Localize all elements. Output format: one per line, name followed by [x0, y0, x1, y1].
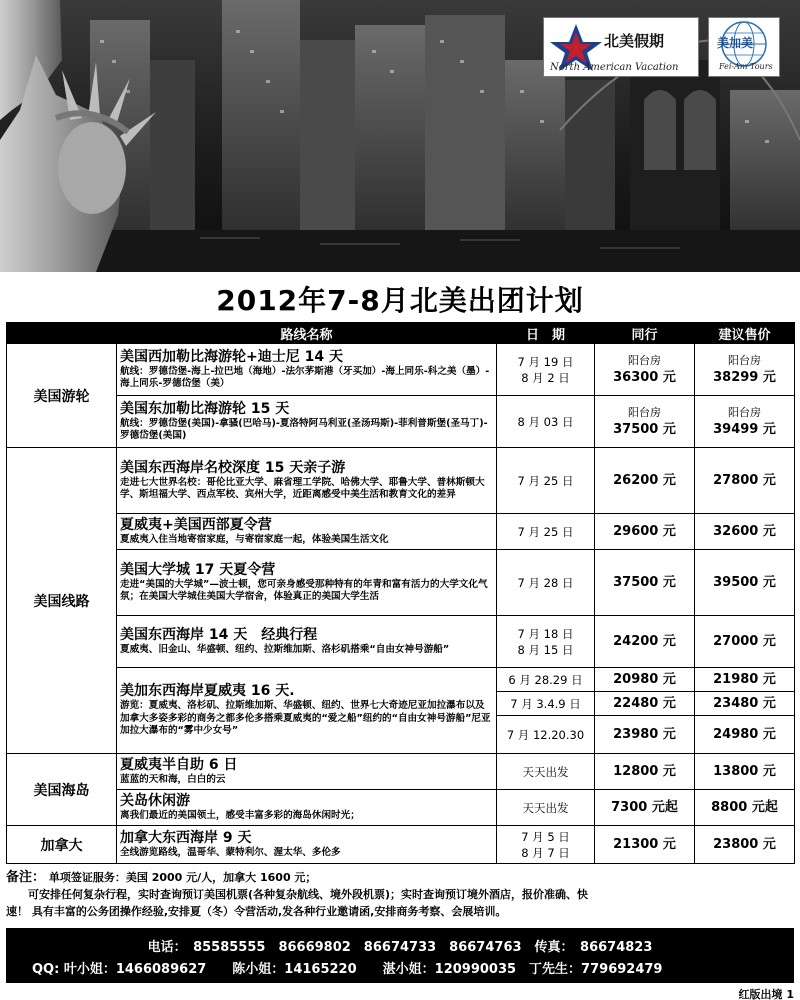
peer-price-cell	[595, 616, 695, 668]
peer-price: 21300 元	[613, 837, 676, 852]
tour-schedule-table	[6, 322, 795, 864]
room-type: 阳台房	[628, 406, 661, 419]
date-cell	[497, 826, 595, 864]
route-cell	[117, 514, 497, 550]
peer-price-cell	[595, 550, 695, 616]
date-cell	[497, 396, 595, 448]
table-row	[7, 668, 795, 692]
route-desc: 离我们最近的美国领土，感受丰富多彩的海岛休闲时光；	[120, 809, 360, 821]
table-row	[7, 514, 795, 550]
route-desc: 走进“美国的大学城”—波士顿，您可亲身感受那种特有的年青和富有活力的大学文化气氛；在美国大学城住美国大学宿舍，体验真正的美国大学生活	[120, 578, 488, 602]
peer-price-cell	[595, 344, 695, 396]
header-peer-price: 同行	[595, 323, 695, 344]
peer-price: 22480 元	[613, 696, 676, 711]
date-text: 天天出发	[522, 764, 569, 779]
date-cell	[497, 550, 595, 616]
route-desc: 走进七大世界名校：哥伦比亚大学、麻省理工学院、哈佛大学、耶鲁大学、普林斯顿大学、斯坦福大学、西点军校、宾州大学，近距离感受中美生活和教育文化的差异	[120, 476, 485, 500]
peer-price: 7300 元起	[611, 800, 678, 815]
header-route: 路线名称	[117, 323, 497, 344]
phone-fax-line: 电话： 85585555 86669802 86674733 86674763 传真： 86674823	[147, 940, 653, 955]
retail-price-cell	[695, 668, 795, 692]
route-cell	[117, 616, 497, 668]
date-cell	[497, 716, 595, 754]
peer-price-cell	[595, 396, 695, 448]
peer-price: 36300 元	[613, 370, 676, 385]
route-title: 夏威夷半自助 6 日	[120, 756, 238, 773]
region-cruise: 美国游轮	[7, 344, 117, 448]
header-region	[7, 323, 117, 344]
route-title: 关岛休闲游	[120, 792, 190, 809]
retail-price-cell	[695, 692, 795, 716]
route-title: 美加东西海岸夏威夷 16 天.	[120, 683, 295, 700]
route-cell	[117, 344, 497, 396]
peer-price: 12800 元	[613, 764, 676, 779]
route-desc: 蓝蓝的天和海，白白的云	[120, 773, 226, 785]
route-cell	[117, 826, 497, 864]
date-cell	[497, 668, 595, 692]
logo-nav-cn: 北美假期	[604, 32, 665, 50]
route-title: 美国西加勒比海游轮+迪士尼 14 天	[120, 348, 343, 365]
room-type: 阳台房	[728, 354, 761, 367]
route-title: 美国东加勒比海游轮 15 天	[120, 400, 290, 417]
edition-label: 红版出境 1	[738, 988, 794, 1000]
peer-price-cell	[595, 754, 695, 790]
table-header-row	[7, 323, 795, 344]
retail-price-cell	[695, 344, 795, 396]
peer-price: 26200 元	[613, 473, 676, 488]
notes-line-2: 可安排任何复杂行程，实时查询预订美国机票(各种复杂航线、境外段机票)；实时查询预订境外酒店，报价准确、快	[28, 888, 589, 901]
date-text: 7 月 3.4.9 日	[510, 696, 581, 711]
date-cell	[497, 344, 595, 396]
route-desc: 航线：罗德岱堡(美国)-拿骚(巴哈马)-夏洛特阿马利亚(圣汤玛斯)-菲利普斯堡(圣马丁)-罗德岱堡(美国)	[120, 417, 488, 441]
region-usa-islands: 美国海岛	[7, 754, 117, 826]
route-cell	[117, 550, 497, 616]
date-cell	[497, 692, 595, 716]
route-cell	[117, 790, 497, 826]
date-cell	[497, 514, 595, 550]
table-row	[7, 396, 795, 448]
notes-line-1: 单项签证服务：美国 2000 元/人，加拿大 1600 元；	[48, 871, 317, 884]
header-date: 日 期	[497, 323, 595, 344]
peer-price-cell	[595, 716, 695, 754]
notes-section	[6, 869, 794, 920]
retail-price: 8800 元起	[711, 800, 778, 815]
retail-price: 24980 元	[713, 727, 776, 742]
date-text: 7 月 18 日	[517, 626, 574, 641]
route-title: 加拿大东西海岸 9 天	[120, 829, 252, 846]
date-cell	[497, 790, 595, 826]
route-desc: 游览：夏威夷、洛杉矶、拉斯维加斯、华盛顿、纽约、世界七大奇迹尼亚加拉瀑布以及加拿大多姿多彩的商务之都多伦多搭乘夏威夷的“爱之船”纽约的“自由女神号游船”尼亚加拉大瀑布的“雾中少女号”	[120, 700, 491, 737]
region-usa-routes: 美国线路	[7, 448, 117, 754]
fei-am-tours-logo	[708, 17, 780, 77]
logo-fat-cn: 美加美	[717, 36, 754, 50]
route-desc: 夏威夷入住当地寄宿家庭，与寄宿家庭一起，体验美国生活文化	[120, 533, 389, 545]
table-row	[7, 448, 795, 514]
banner	[0, 0, 800, 272]
date-text: 7 月 5 日	[521, 829, 570, 844]
date-text: 天天出发	[522, 800, 569, 815]
route-title: 美国东西海岸名校深度 15 天亲子游	[120, 459, 346, 476]
peer-price: 37500 元	[613, 422, 676, 437]
peer-price: 29600 元	[613, 524, 676, 539]
peer-price-cell	[595, 790, 695, 826]
retail-price-cell	[695, 754, 795, 790]
retail-price: 21980 元	[713, 672, 776, 687]
peer-price-cell	[595, 826, 695, 864]
date-cell	[497, 448, 595, 514]
table-row	[7, 550, 795, 616]
retail-price-cell	[695, 716, 795, 754]
date-cell	[497, 754, 595, 790]
room-type: 阳台房	[628, 354, 661, 367]
retail-price-cell	[695, 396, 795, 448]
date-text: 8 月 2 日	[521, 370, 570, 385]
north-american-vacation-logo	[543, 17, 699, 77]
route-desc: 夏威夷、旧金山、华盛顿、纽约、拉斯维加斯、洛杉矶搭乘“自由女神号游船”	[120, 643, 450, 655]
table-row	[7, 826, 795, 864]
retail-price: 39500 元	[713, 575, 776, 590]
route-cell	[117, 668, 497, 754]
retail-price-cell	[695, 616, 795, 668]
date-text: 8 月 03 日	[517, 414, 574, 429]
retail-price-cell	[695, 826, 795, 864]
table-row	[7, 790, 795, 826]
table-row	[7, 344, 795, 396]
region-canada: 加拿大	[7, 826, 117, 864]
qq-contact-line: QQ: 叶小姐：1466089627 陈小姐：14165220 湛小姐：120990035 丁先生：779692479	[32, 962, 663, 977]
route-desc: 全线游览路线，温哥华、蒙特利尔、渥太华、多伦多	[120, 846, 341, 858]
route-desc: 航线：罗德岱堡-海上-拉巴地（海地）-法尔茅斯港（牙买加）-海上同乐-科之美（墨）-海上同乐-罗德岱堡（美）	[120, 365, 490, 389]
route-title: 美国大学城 17 天夏令营	[120, 561, 276, 578]
date-text: 7 月 25 日	[517, 473, 574, 488]
date-cell	[497, 616, 595, 668]
retail-price: 23480 元	[713, 696, 776, 711]
table-row	[7, 754, 795, 790]
peer-price-cell	[595, 692, 695, 716]
retail-price-cell	[695, 448, 795, 514]
contact-bar	[6, 928, 794, 983]
route-title: 美国东西海岸 14 天 经典行程	[120, 626, 318, 643]
retail-price: 38299 元	[713, 370, 776, 385]
peer-price: 23980 元	[613, 727, 676, 742]
retail-price: 23800 元	[713, 837, 776, 852]
logo-fat-en: Fei-Am Tours	[719, 62, 773, 71]
retail-price: 27800 元	[713, 473, 776, 488]
peer-price: 37500 元	[613, 575, 676, 590]
route-cell	[117, 396, 497, 448]
date-text: 8 月 7 日	[521, 845, 570, 860]
peer-price: 20980 元	[613, 672, 676, 687]
notes-line-3: 速！ 具有丰富的公务团操作经验,安排夏（冬）令营活动,发各种行业邀请函,安排商务考察、会展培训。	[6, 905, 507, 918]
retail-price: 32600 元	[713, 524, 776, 539]
page-title: 2012年7-8月北美出团计划	[216, 284, 584, 317]
date-text: 7 月 12.20.30	[506, 727, 585, 742]
retail-price-cell	[695, 514, 795, 550]
peer-price: 24200 元	[613, 634, 676, 649]
route-title: 夏威夷+美国西部夏令营	[120, 516, 272, 533]
room-type: 阳台房	[728, 406, 761, 419]
notes-label: 备注：	[6, 870, 46, 885]
route-cell	[117, 754, 497, 790]
retail-price: 39499 元	[713, 422, 776, 437]
date-text: 6 月 28.29 日	[508, 672, 583, 687]
logo-nav-en: North American Vacation	[550, 62, 679, 73]
peer-price-cell	[595, 448, 695, 514]
date-text: 7 月 25 日	[517, 524, 574, 539]
route-cell	[117, 448, 497, 514]
retail-price-cell	[695, 790, 795, 826]
retail-price: 13800 元	[713, 764, 776, 779]
date-text: 7 月 28 日	[517, 575, 574, 590]
date-text: 8 月 15 日	[517, 642, 574, 657]
retail-price: 27000 元	[713, 634, 776, 649]
header-retail-price: 建议售价	[695, 323, 795, 344]
table-row	[7, 616, 795, 668]
peer-price-cell	[595, 668, 695, 692]
date-text: 7 月 19 日	[517, 354, 574, 369]
peer-price-cell	[595, 514, 695, 550]
retail-price-cell	[695, 550, 795, 616]
